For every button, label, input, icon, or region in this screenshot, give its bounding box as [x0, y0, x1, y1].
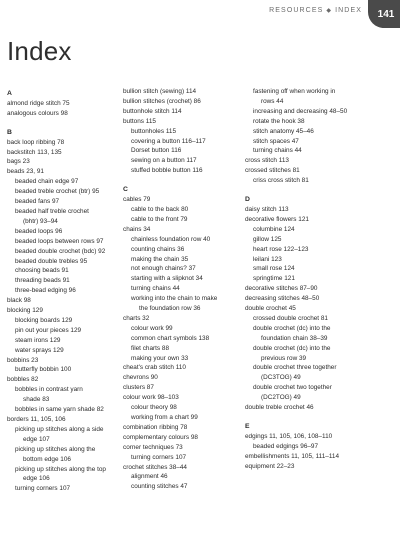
index-subentry: crossed double crochet 81 [253, 314, 328, 322]
index-subentry: fastening off when working in [253, 88, 336, 95]
index-entry: bags 23 [7, 158, 30, 166]
index-subentry: water sprays 129 [15, 346, 64, 354]
index-subentry: bobbles in same yarn shade 82 [15, 406, 104, 414]
index-subentry: counting chains 36 [131, 245, 185, 253]
index-subentry: turning corners 107 [15, 485, 71, 493]
index-subentry: beaded loops between rows 97 [15, 237, 104, 245]
index-subentry: shade 83 [23, 396, 50, 404]
index-subentry: beaded double trebles 95 [15, 257, 88, 265]
index-entry: combination ribbing 78 [123, 423, 188, 431]
index-section-letter: B [7, 128, 12, 136]
index-subentry: bobbles in contrast yarn [15, 386, 83, 394]
index-column-3 [245, 87, 395, 472]
index-subentry: previous row 39 [261, 354, 307, 362]
index-subentry: stitch spaces 47 [253, 137, 299, 145]
index-subentry: making your own 33 [131, 354, 189, 362]
index-subentry: rows 44 [261, 97, 284, 105]
index-column-2 [123, 87, 241, 492]
index-subentry: alignment 46 [131, 473, 168, 481]
index-subentry: stitch anatomy 45–46 [253, 127, 314, 135]
index-subentry: (DC2TOG) 49 [261, 394, 301, 402]
index-subentry: colour theory 98 [131, 404, 177, 412]
index-subentry: bottom edge 106 [23, 455, 71, 463]
index-subentry: double crochet (dc) into the [253, 344, 331, 352]
index-entry: black 98 [7, 297, 31, 305]
index-section-letter: A [7, 90, 12, 97]
page-title: Index [7, 36, 72, 66]
index-subentry: chainless foundation row 40 [131, 235, 211, 243]
index-entry: complementary colours 98 [123, 433, 198, 441]
index-entry: backstitch 113, 135 [7, 148, 62, 156]
index-subentry: blocking boards 129 [15, 316, 73, 324]
index-subentry: heart rose 122–123 [253, 245, 309, 253]
index-subentry: edge 107 [23, 435, 50, 443]
index-entry: cheat's crab stitch 110 [123, 364, 186, 372]
index-subentry: picking up stitches along a side [15, 425, 104, 433]
diamond-separator-icon: ◆ [326, 8, 333, 14]
index-entry: cross stitch 113 [245, 157, 289, 165]
index-subentry: (DC3TOG) 49 [261, 374, 301, 382]
index-subentry: colour work 99 [131, 324, 173, 332]
index-subentry: beaded fans 97 [15, 198, 60, 206]
index-subentry: making the chain 35 [131, 255, 189, 263]
index-subentry: beaded treble crochet (btr) 95 [15, 188, 100, 196]
index-subentry: rotate the hook 38 [253, 117, 305, 125]
index-section-letter: C [123, 186, 128, 194]
index-entry: clusters 87 [123, 384, 154, 392]
index-entry: blocking 129 [7, 307, 43, 315]
running-header [269, 7, 362, 14]
index-entry: bobbins 23 [7, 356, 39, 364]
index-subentry: filet charts 88 [131, 344, 170, 352]
index-subentry: choosing beads 91 [15, 267, 69, 275]
index-subentry: sewing on a button 117 [131, 157, 197, 165]
index-section-letter: E [245, 423, 250, 430]
index-subentry: double crochet three together [253, 364, 337, 372]
index-subentry: turning chains 44 [131, 285, 180, 293]
index-subentry: pin out your pieces 129 [15, 326, 82, 334]
index-subentry: foundation chain 38–39 [261, 334, 328, 342]
index-entry: beads 23, 91 [7, 168, 44, 176]
section-gap [245, 413, 395, 420]
index-subentry: common chart symbols 138 [131, 334, 210, 342]
index-entry: edgings 11, 105, 106, 108–110 [245, 432, 333, 440]
index-subentry: criss cross stitch 81 [253, 177, 309, 185]
index-entry: crochet stitches 38–44 [123, 463, 187, 471]
index-subentry: turning corners 107 [131, 453, 187, 461]
index-subentry: threading beads 91 [15, 277, 70, 285]
index-subentry: double crochet (dc) into the [253, 324, 331, 332]
index-entry: cables 79 [123, 196, 151, 204]
index-entry: buttons 115 [123, 117, 156, 125]
index-entry: colour work 98–103 [123, 394, 179, 402]
index-entry: double treble crochet 46 [245, 404, 314, 412]
index-subentry: double crochet two together [253, 384, 332, 392]
index-subentry: edge 106 [23, 475, 50, 483]
index-entry: borders 11, 105, 106 [7, 416, 66, 423]
section-gap [123, 176, 241, 183]
index-subentry: (bhtr) 93–94 [23, 217, 58, 225]
section-gap [7, 119, 125, 126]
index-subentry: covering a button 116–117 [131, 137, 206, 145]
index-entry: decreasing stitches 48–50 [245, 295, 320, 303]
index-entry: embellishments 11, 105, 111–114 [245, 452, 340, 460]
index-entry: analogous colours 98 [7, 109, 68, 117]
index-entry: bullion stitches (crochet) 86 [123, 97, 201, 105]
index-subentry: leilani 123 [253, 255, 282, 263]
index-entry: buttonhole stitch 114 [123, 107, 182, 115]
index-subentry: picking up stitches along the top [15, 465, 106, 473]
index-subentry: beaded loops 96 [15, 227, 63, 235]
index-entry: decorative flowers 121 [245, 215, 309, 223]
index-subentry: steam irons 129 [15, 336, 61, 344]
index-entry: chevrons 90 [123, 374, 158, 382]
index-subentry: beaded half treble crochet [15, 207, 89, 215]
index-entry: decorative stitches 87–90 [245, 285, 318, 293]
index-subentry: counting stitches 47 [131, 483, 188, 491]
index-entry: crossed stitches 81 [245, 167, 300, 175]
index-section-letter: D [245, 196, 250, 204]
index-subentry: the foundation row 36 [139, 305, 201, 313]
index-subentry: stuffed bobble button 116 [131, 167, 203, 175]
index-subentry: starting with a slipknot 34 [131, 275, 203, 283]
index-entry: chains 34 [123, 225, 151, 233]
index-subentry: springtime 121 [253, 275, 295, 283]
index-subentry: cable to the front 79 [131, 215, 188, 223]
index-subentry: cable to the back 80 [131, 205, 189, 213]
index-entry: daisy stitch 113 [245, 205, 289, 213]
index-subentry: beaded double crochet (bdc) 92 [15, 247, 106, 255]
index-subentry: Dorset button 116 [131, 147, 182, 155]
index-subentry: columbine 124 [253, 225, 295, 233]
index-subentry: increasing and decreasing 48–50 [253, 107, 348, 115]
index-subentry: beaded chain edge 97 [15, 178, 79, 186]
section-sublabel: INDEX [335, 7, 362, 14]
page-number-tab [368, 0, 400, 28]
index-subentry: butterfly bobbin 100 [15, 366, 72, 374]
index-entry: corner techniques 73 [123, 443, 183, 451]
index-entry: back loop ribbing 78 [7, 138, 65, 146]
index-subentry: picking up stitches along the [15, 445, 96, 453]
index-entry: equipment 22–23 [245, 462, 295, 470]
page-number: 141 [377, 8, 395, 20]
index-subentry: buttonholes 115 [131, 127, 177, 135]
index-entry: bobbles 82 [7, 376, 39, 384]
section-gap [245, 186, 395, 193]
index-subentry: small rose 124 [253, 265, 295, 273]
index-column-1 [7, 87, 125, 494]
index-subentry: beaded edgings 96–97 [253, 442, 319, 450]
index-subentry: turning chains 44 [253, 147, 302, 155]
index-subentry: gillow 125 [253, 235, 282, 243]
index-subentry: not enough chains? 37 [131, 265, 196, 273]
index-subentry: working into the chain to make [131, 295, 218, 303]
index-entry: double crochet 45 [245, 305, 296, 313]
index-subentry: three-bead edging 96 [15, 287, 76, 295]
index-entry: bullion stitch (sewing) 114 [123, 88, 197, 95]
index-entry: charts 32 [123, 314, 150, 322]
index-subentry: working from a chart 99 [131, 414, 198, 421]
section-label: RESOURCES [269, 7, 324, 14]
index-entry: almond ridge stitch 75 [7, 99, 70, 107]
